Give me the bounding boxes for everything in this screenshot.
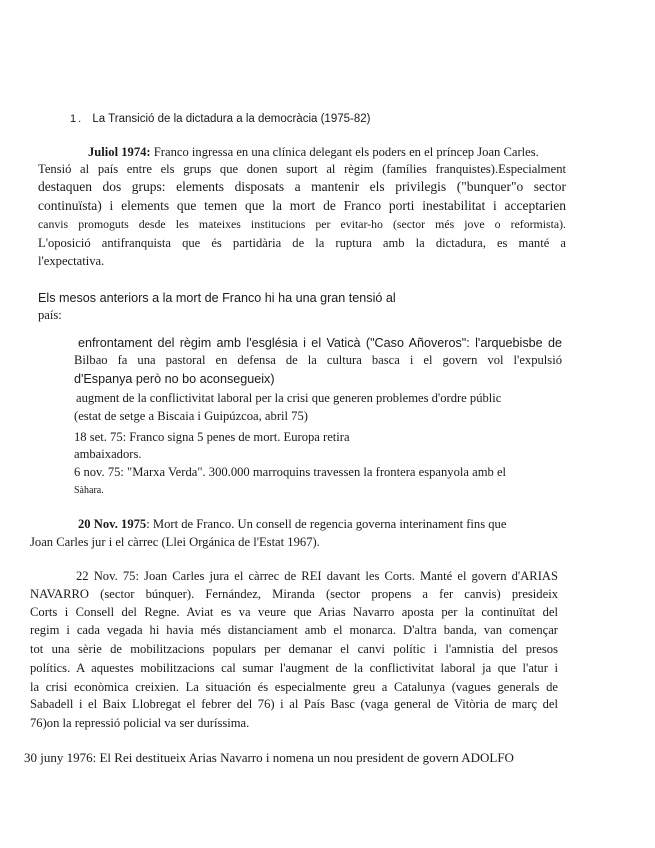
para3-line-1: 22 Nov. 75: Joan Carles jura el càrrec de REI davant les Corts. Manté el govern d'ARIAS xyxy=(76,569,558,583)
event-d-line-2: Sàhara. xyxy=(74,485,104,496)
tension-line-2: país: xyxy=(38,308,62,322)
para2-text-1: : Mort de Franco. Un consell de regencia governa interinament fins que xyxy=(146,517,507,531)
para3-line-8: Sabadell i el Baix Llobregat el febrer del 76) i al País Basc (vaga general de Vitòria de març del xyxy=(30,697,558,711)
para3-line-5: tot una sèrie de mobilitzacions populars per demanar el canvi polític i l'amnistia del presos xyxy=(30,642,558,656)
para4-line-1: 30 juny 1976: El Rei destitueix Arias Navarro i nomena un nou president de govern ADOLFO xyxy=(24,750,514,765)
para1-line-2: Tensió al país entre els grups que donen suport al règim (famílies franquistes).Especialment xyxy=(38,162,566,176)
para1-line-1 xyxy=(88,145,566,160)
event-d-line-1: 6 nov. 75: "Marxa Verda". 300.000 marroquins travessen la frontera espanyola amb el xyxy=(74,465,507,479)
section-heading xyxy=(70,112,370,127)
para1-date: Juliol 1974: xyxy=(88,145,151,159)
event-c-line-2: ambaixadors. xyxy=(74,447,142,461)
para3-line-6: polítics. A aquestes mobilitzacions cal sumar l'augment de la conflictivitat laboral ja que l'atur i xyxy=(30,661,558,675)
para3-line-4: regim i cada vegada hi havia més distanciament amb el monarca. D'altra banda, van començar xyxy=(30,623,558,637)
para3-line-2: NAVARRO (sector búnquer). Fernández, Miranda (sector propens a fer canvis) presideix xyxy=(30,587,558,601)
para1-text-1: Franco ingressa en una clínica delegant els poders en el príncep Joan Carles. xyxy=(153,145,539,159)
event-a-line-3: d'Espanya però no bo aconsegueix) xyxy=(74,372,275,386)
event-a-line-1: enfrontament del règim amb l'església i el Vaticà ("Caso Añoveros": l'arquebisbe de xyxy=(78,336,562,350)
event-a-line-2: Bilbao fa una pastoral en defensa de la cultura basca i el govern vol l'expulsió xyxy=(74,353,562,367)
para1-line-5: canvis promoguts desde les mateixes institucions per evitar-ho (sector més jove o reformista). xyxy=(38,217,566,231)
para1-line-6: L'oposició antifranquista que és partidària de la ruptura amb la dictadura, es manté a xyxy=(38,236,566,250)
para2-date: 20 Nov. 1975 xyxy=(78,517,147,531)
event-c-line-1: 18 set. 75: Franco signa 5 penes de mort. Europa retira xyxy=(74,430,350,444)
event-b-line-1: augment de la conflictivitat laboral per la crisi que generen problemes d'ordre públic xyxy=(76,391,502,405)
tension-line-1: Els mesos anteriors a la mort de Franco hi ha una gran tensió al xyxy=(38,291,396,305)
para2-line-1 xyxy=(78,517,506,532)
para3-line-9: 76)on la repressió policial va ser duríssima. xyxy=(30,716,250,730)
heading-title: La Transició de la dictadura a la democràcia (1975-82) xyxy=(92,113,371,125)
para1-line-7: l'expectativa. xyxy=(38,254,105,268)
para3-line-7: la crisi econòmica creixien. La situación és especialmente greu a Catalunya (vagues generals de xyxy=(30,680,558,694)
heading-number: 1. xyxy=(70,113,84,125)
para2-line-2: Joan Carles jur i el càrrec (Llei Orgánica de l'Estat 1967). xyxy=(30,535,320,549)
para3-line-3: Corts i Consell del Regne. Aviat es va veure que Arias Navarro aposta per la continuïtat del xyxy=(30,605,558,619)
event-b-line-2: (estat de setge a Biscaia i Guipúzcoa, abril 75) xyxy=(74,409,308,423)
para1-line-4: continuïsta) i elements que temen que la mort de Franco porti inestabilitat i acceptarien xyxy=(38,198,566,213)
para1-line-3: destaquen dos grups: elements disposats a mantenir els privilegis ("bunquer"o sector xyxy=(38,179,566,194)
